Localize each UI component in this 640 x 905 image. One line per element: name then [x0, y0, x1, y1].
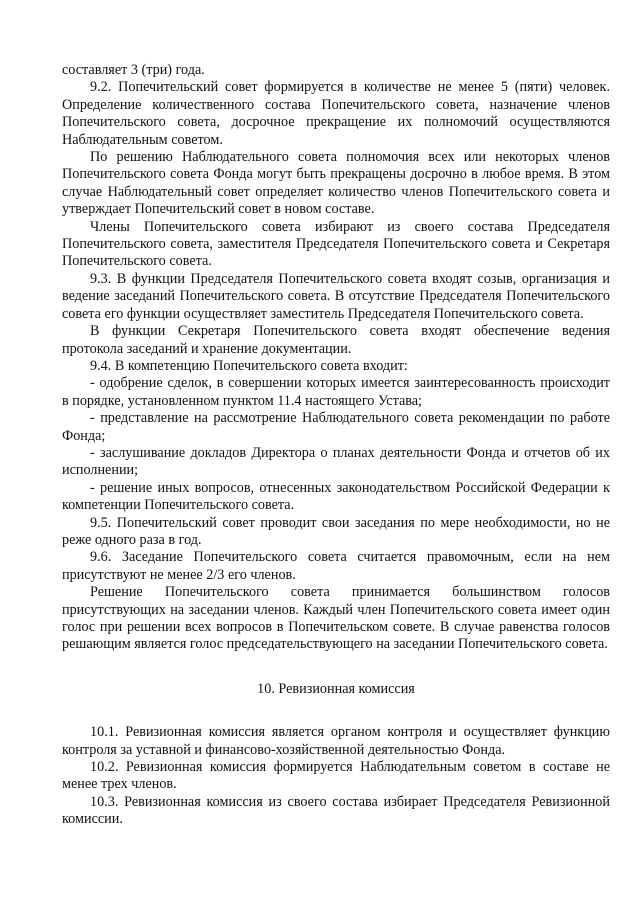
paragraph: Члены Попечительского совета избирают из своего состава Председателя Попечительского совета, заместителя Председателя Попечительского совета и Секретаря Попечительского совета.	[62, 218, 610, 270]
paragraph: По решению Наблюдательного совета полномочия всех или некоторых членов Попечительского совета Фонда могут быть прекращены досрочно в любое время. В этом случае Наблюдательный совет определяет количество членов Попечительского совета и утверждает Попечительский совет в новом составе.	[62, 149, 610, 218]
section-heading: 10. Ревизионная комиссия	[257, 680, 415, 697]
paragraph: 9.4. В компетенцию Попечительского совета входит:	[90, 357, 408, 374]
paragraph: В функции Секретаря Попечительского совета входят обеспечение ведения протокола заседаний и хранение документации.	[62, 323, 610, 357]
paragraph: 10.3. Ревизионная комиссия из своего состава избирает Председателя Ревизионной комиссии.	[62, 793, 610, 828]
paragraph: 9.3. В функции Председателя Попечительского совета входят созыв, организация и ведение заседаний Попечительского совета. В отсутствие Председателя Попечительского совета его функции осуществляет заместитель Председателя Попечительского совета.	[62, 270, 610, 322]
list-item: - заслушивание докладов Директора о планах деятельности Фонда и отчетов об их исполнении;	[62, 444, 610, 479]
paragraph: 9.5. Попечительский совет проводит свои заседания по мере необходимости, но не реже одного раза в год.	[62, 514, 610, 548]
paragraph: 10.2. Ревизионная комиссия формируется Наблюдательным советом в составе не менее трех членов.	[62, 759, 610, 793]
paragraph: 10.1. Ревизионная комиссия является органом контроля и осуществляет функцию контроля за уставной и финансово-хозяйственной деятельностью Фонда.	[62, 724, 610, 758]
paragraph: 9.6. Заседание Попечительского совета считается правомочным, если на нем присутствуют не менее 2/3 его членов.	[62, 549, 610, 583]
paragraph: 9.2. Попечительский совет формируется в количестве не менее 5 (пяти) человек. Определение количественного состава Попечительского совета, назначение членов Попечительского совета, досрочное прекращение их полномочий осуществляются Наблюдательным советом.	[62, 79, 610, 148]
list-item: - решение иных вопросов, отнесенных законодательством Российской Федерации к компетенции Попечительского совета.	[62, 479, 610, 514]
document-page	[62, 62, 610, 829]
paragraph: Решение Попечительского совета принимается большинством голосов присутствующих на заседании членов. Каждый член Попечительского совета имеет один голос при решении всех вопросов в Попечительском совете. В случае равенства голосов решающим является голос председательствующего на заседании Попечительского совета.	[62, 584, 610, 653]
list-item: - одобрение сделок, в совершении которых имеется заинтересованность происходит в порядке, установленном пунктом 11.4 настоящего Устава;	[62, 375, 610, 409]
paragraph: составляет 3 (три) года.	[62, 62, 205, 78]
list-item: - представление на рассмотрение Наблюдательного совета рекомендации по работе Фонда;	[62, 410, 610, 444]
